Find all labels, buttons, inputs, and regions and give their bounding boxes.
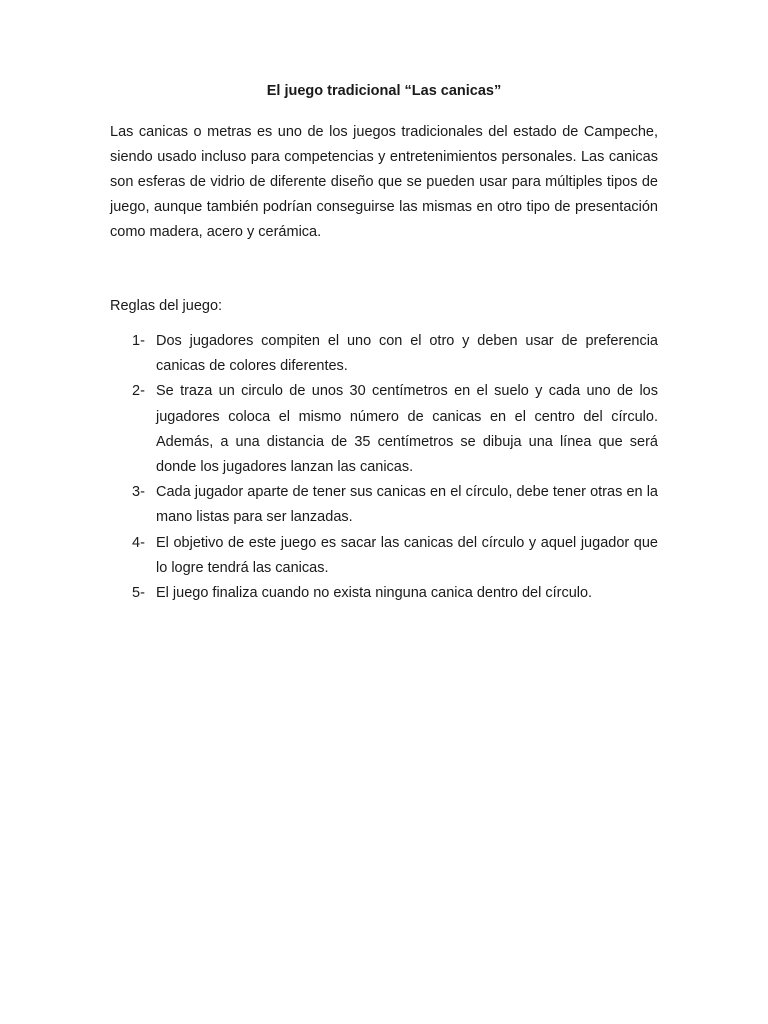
rule-number: 1- [132, 333, 145, 349]
document-page [110, 80, 658, 606]
intro-paragraph: Las canicas o metras es uno de los juegos tradicionales del estado de Campeche, siendo usado incluso para competencias y entretenimientos personales. Las canicas son esferas de vidrio de diferente diseño que se pueden usar para múltiples tipos de juego, aunque también podrían conseguirse las mismas en otro tipo de presentación como madera, acero y cerámica. [110, 124, 658, 240]
rule-number: 4- [132, 534, 145, 551]
rule-item [110, 480, 658, 530]
rules-list [110, 329, 658, 606]
page-title: El juego tradicional “Las canicas” [266, 83, 502, 99]
rule-item [110, 379, 658, 480]
rules-heading: Reglas del juego: [110, 298, 223, 314]
rule-text: Se traza un circulo de unos 30 centímetros en el suelo y cada uno de los jugadores coloca el mismo número de canicas en el centro del círculo. Además, a una distancia de 35 centímetros se dibuja una línea que será donde los jugadores lanzan las canicas. [156, 383, 658, 476]
rule-text: El objetivo de este juego es sacar las canicas del círculo y aquel jugador que lo logre tendrá las canicas. [156, 534, 658, 576]
rule-item [110, 581, 658, 606]
rule-text: Dos jugadores compiten el uno con el otro y deben usar de preferencia canicas de colores diferentes. [156, 333, 658, 375]
rule-number: 5- [132, 585, 145, 602]
rule-text: Cada jugador aparte de tener sus canicas en el círculo, debe tener otras en la mano listas para ser lanzadas. [156, 484, 658, 526]
rule-number: 2- [132, 383, 145, 400]
rule-number: 3- [132, 484, 145, 501]
rule-item [110, 531, 658, 581]
rule-item [110, 329, 658, 379]
rule-text: El juego finaliza cuando no exista ninguna canica dentro del círculo. [156, 585, 593, 602]
